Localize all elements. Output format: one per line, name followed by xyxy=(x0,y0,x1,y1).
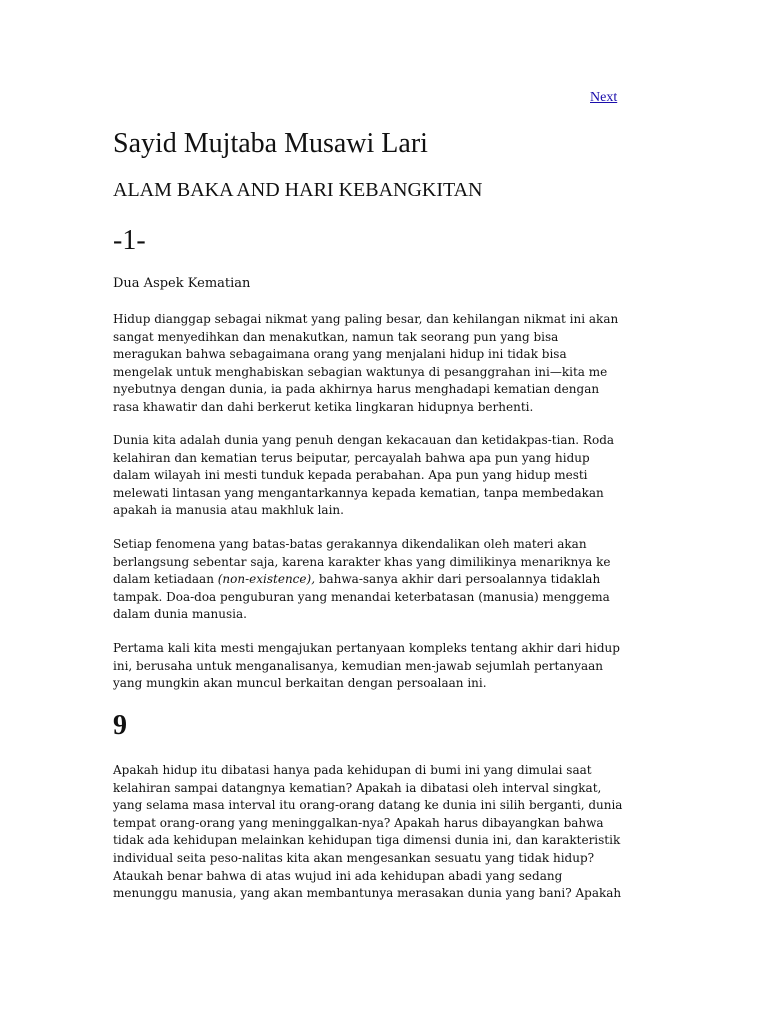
section-heading: Dua Aspek Kematian xyxy=(113,276,251,291)
text-line: meragukan bahwa sebagaimana orang yang menjalani hidup ini tidak bisa xyxy=(113,347,567,362)
text-line: Dunia kita adalah dunia yang penuh dengan kekacauan dan ketidakpas-tian. Roda xyxy=(113,433,615,447)
text-segment: dalam ketiadaan xyxy=(113,572,218,587)
text-line: kelahiran dan kematian terus beiputar, percayalah bahwa apa pun yang hidup xyxy=(113,450,590,465)
text-line: tidak ada kehidupan melainkan kehidupan tiga dimensi dunia ini, dan karakteristik xyxy=(113,833,621,848)
text-line: rasa khawatir dan dahi berkerut ketika lingkaran hidupnya berhenti. xyxy=(113,399,534,414)
text-line: yang mungkin akan muncul berkaitan dengan persoalaan ini. xyxy=(113,676,487,691)
text-line: mengelak untuk menghabiskan sebagian waktunya di pesanggrahan ini—kita me xyxy=(113,364,608,379)
text-line xyxy=(113,571,658,589)
author-title: Sayid Mujtaba Musawi Lari xyxy=(113,128,428,159)
text-line: Ataukah benar bahwa di atas wujud ini ada kehidupan abadi yang sedang xyxy=(113,868,563,883)
paragraph-5 xyxy=(113,762,658,903)
next-link[interactable]: Next xyxy=(590,90,618,105)
text-line: menunggu manusia, yang akan membantunya merasakan dunia yang bani? Apakah xyxy=(113,886,622,901)
text-line: dalam wilayah ini mesti tunduk kepada perabahan. Apa pun yang hidup mesti xyxy=(113,468,588,483)
text-line: Apakah hidup itu dibatasi hanya pada kehidupan di bumi ini yang dimulai saat xyxy=(113,763,592,777)
italic-term: (non-existence), xyxy=(217,572,316,587)
text-line: apakah ia manusia atau makhluk lain. xyxy=(113,503,344,518)
text-line: kelahiran sampai datangnya kematian? Apakah ia dibatasi oleh interval singkat, xyxy=(113,780,602,795)
text-segment: bahwa-sanya akhir dari persoalannya tidaklah xyxy=(315,572,601,587)
text-line: sangat menyedihkan dan menakutkan, namun tak seorang pun yang bisa xyxy=(113,329,559,344)
text-line: nyebutnya dengan dunia, ia pada akhirnya harus menghadapi kematian dengan xyxy=(113,382,600,397)
text-line: Pertama kali kita mesti mengajukan pertanyaan kompleks tentang akhir dari hidup xyxy=(113,641,620,655)
paragraph-3 xyxy=(113,536,658,624)
text-line: individual seita peso-nalitas kita akan mengesankan sesuatu yang tidak hidup? xyxy=(113,850,595,865)
page-number: 9 xyxy=(113,710,127,741)
text-line: Setiap fenomena yang batas-batas gerakannya dikendalikan oleh materi akan xyxy=(113,537,587,551)
book-subtitle: ALAM BAKA AND HARI KEBANGKITAN xyxy=(113,179,483,201)
paragraph-4 xyxy=(113,640,658,693)
text-line: tampak. Doa-doa penguburan yang menandai keterbatasan (manusia) menggema xyxy=(113,589,610,604)
text-line: melewati lintasan yang mengantarkannya kepada kematian, tanpa membedakan xyxy=(113,485,604,500)
text-line: Hidup dianggap sebagai nikmat yang paling besar, dan kehilangan nikmat ini akan xyxy=(113,312,619,326)
paragraph-2 xyxy=(113,432,658,520)
paragraph-1 xyxy=(113,311,658,417)
text-line: tempat orang-orang yang meninggalkan-nya? Apakah harus dibayangkan bahwa xyxy=(113,815,604,830)
text-line: ini, berusaha untuk menganalisanya, kemudian men-jawab sejumlah pertanyaan xyxy=(113,658,604,673)
text-line: yang selama masa interval itu orang-orang datang ke dunia ini silih berganti, dunia xyxy=(113,798,623,813)
text-line: berlangsung sebentar saja, karena karakter khas yang dimilikinya menariknya ke xyxy=(113,554,611,569)
text-line: dalam dunia manusia. xyxy=(113,607,247,622)
chapter-number: -1- xyxy=(113,225,146,256)
